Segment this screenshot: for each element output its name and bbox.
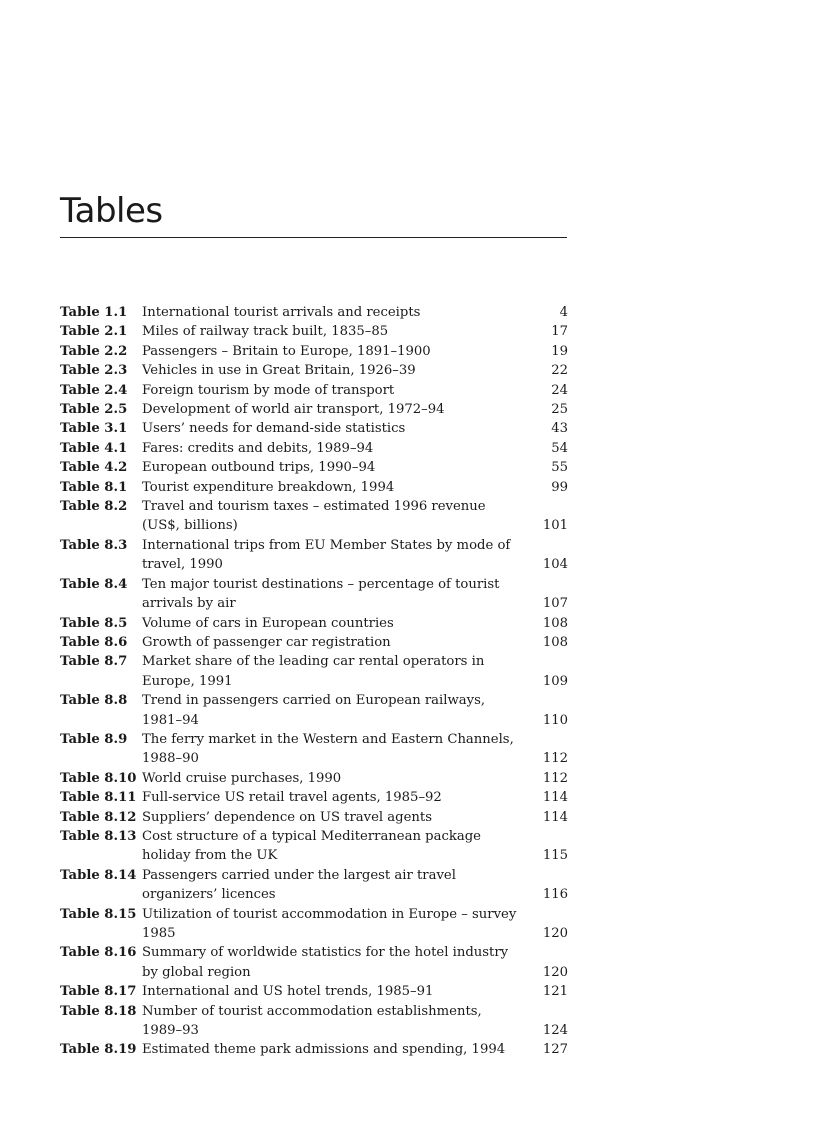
page-title: Tables	[60, 191, 163, 231]
table-entry-label: Table 1.1	[60, 305, 128, 320]
table-entry-page-number: 108	[542, 634, 568, 650]
table-entry-page-number: 115	[542, 848, 568, 864]
table-entry-page-number: 4	[559, 305, 568, 320]
table-entry	[60, 342, 568, 361]
table-entry-label: Table 3.1	[60, 421, 128, 437]
table-entry-label: Table 2.5	[60, 402, 128, 418]
table-entry-title: Suppliers’ dependence on US travel agents	[142, 809, 432, 825]
table-entry-title: Foreign tourism by mode of transport	[142, 382, 395, 398]
table-entry-label: Table 4.2	[60, 460, 128, 476]
table-entry-page-number: 121	[542, 984, 568, 1000]
table-entry-page-number: 101	[542, 518, 568, 534]
table-entry-page-number: 99	[551, 479, 568, 495]
table-entry-title: Utilization of tourist accommodation in Europe – survey 1985	[142, 906, 517, 941]
table-entry-title: Volume of cars in European countries	[142, 615, 394, 631]
table-entry-label: Table 8.13	[60, 828, 137, 844]
table-entry	[60, 322, 568, 341]
table-entry-title: International and US hotel trends, 1985–91	[142, 984, 434, 1000]
table-list	[60, 303, 568, 1060]
table-entry-title: Passengers carried under the largest air travel organizers’ licences	[142, 867, 456, 903]
table-entry	[60, 1002, 568, 1041]
table-entry-title: European outbound trips, 1990–94	[142, 460, 376, 476]
table-entry-label: Table 8.9	[60, 731, 128, 747]
table-entry-title: Passengers – Britain to Europe, 1891–1900	[142, 343, 431, 359]
table-entry-page-number: 114	[542, 790, 568, 806]
table-entry-label: Table 8.4	[60, 576, 128, 592]
table-entry-title: Fares: credits and debits, 1989–94	[142, 440, 374, 456]
table-entry-page-number: 124	[542, 1023, 568, 1039]
table-entry	[60, 730, 568, 769]
table-entry	[60, 614, 568, 633]
table-entry-title: World cruise purchases, 1990	[142, 770, 342, 786]
table-entry	[60, 866, 568, 905]
table-entry-label: Table 8.5	[60, 615, 128, 631]
table-entry-page-number: 54	[551, 440, 568, 456]
table-entry-title: Full-service US retail travel agents, 1985–92	[142, 790, 442, 806]
table-entry-label: Table 8.19	[60, 1042, 137, 1058]
table-entry	[60, 827, 568, 866]
table-entry	[60, 497, 568, 536]
table-entry-page-number: 25	[551, 402, 568, 418]
table-entry	[60, 808, 568, 827]
table-entry	[60, 633, 568, 652]
table-entry-page-number: 116	[542, 887, 568, 903]
table-entry	[60, 458, 568, 477]
table-entry-title: The ferry market in the Western and Eastern Channels, 1988–90	[142, 731, 514, 767]
table-entry-title: Number of tourist accommodation establishments, 1989–93	[142, 1003, 482, 1039]
table-entry	[60, 575, 568, 614]
table-entry-page-number: 107	[542, 596, 568, 612]
table-entry-label: Table 8.7	[60, 654, 128, 670]
table-entry-label: Table 8.16	[60, 945, 137, 961]
table-entry-page-number: 112	[542, 751, 568, 767]
table-entry	[60, 691, 568, 730]
table-entry	[60, 419, 568, 438]
table-entry-label: Table 8.11	[60, 790, 137, 806]
table-entry-page-number: 120	[542, 964, 568, 980]
table-entry-page-number: 110	[542, 712, 568, 728]
table-entry-page-number: 55	[551, 460, 568, 476]
table-entry-title: Tourist expenditure breakdown, 1994	[142, 479, 395, 495]
table-entry-label: Table 8.14	[60, 867, 137, 883]
table-entry-label: Table 8.12	[60, 809, 137, 825]
table-entry	[60, 905, 568, 944]
table-entry-page-number: 19	[551, 343, 568, 359]
table-entry-title: International trips from EU Member States by mode of travel, 1990	[142, 537, 511, 573]
table-entry-title: Market share of the leading car rental operators in Europe, 1991	[142, 654, 485, 689]
table-entry-label: Table 8.17	[60, 984, 137, 1000]
table-entry-page-number: 17	[551, 324, 568, 340]
table-entry-label: Table 8.15	[60, 906, 137, 922]
table-entry	[60, 439, 568, 458]
table-entry	[60, 769, 568, 788]
table-entry-page-number: 120	[542, 926, 568, 941]
table-entry-page-number: 109	[542, 673, 568, 689]
table-entry-page-number: 22	[551, 363, 568, 379]
table-entry-title: Ten major tourist destinations – percentage of tourist arrivals by air	[142, 576, 500, 612]
table-entry	[60, 1040, 568, 1059]
table-entry-label: Table 8.6	[60, 634, 128, 650]
table-entry-title: Vehicles in use in Great Britain, 1926–39	[142, 363, 416, 379]
table-entry	[60, 400, 568, 419]
table-entry-title: Cost structure of a typical Mediterranean package holiday from the UK	[142, 828, 481, 864]
table-entry	[60, 361, 568, 380]
table-entry	[60, 652, 568, 691]
table-entry	[60, 943, 568, 982]
table-entry-page-number: 24	[551, 382, 568, 398]
table-entry	[60, 982, 568, 1001]
table-entry	[60, 788, 568, 807]
table-entry-title: Travel and tourism taxes – estimated 1996 revenue (US$, billions)	[142, 499, 486, 534]
table-entry-page-number: 127	[542, 1042, 568, 1058]
table-entry-title: Estimated theme park admissions and spending, 1994	[142, 1042, 506, 1058]
table-entry-title: Users’ needs for demand-side statistics	[142, 421, 406, 437]
table-entry-label: Table 8.3	[60, 537, 128, 553]
table-entry-label: Table 2.4	[60, 382, 128, 398]
table-entry-page-number: 114	[542, 809, 568, 825]
table-entry-page-number: 112	[542, 770, 568, 786]
table-entry-label: Table 8.18	[60, 1003, 137, 1019]
table-entry-title: Summary of worldwide statistics for the hotel industry by global region	[142, 945, 509, 980]
table-entry-title: International tourist arrivals and receipts	[142, 305, 421, 320]
title-rule	[60, 237, 567, 238]
table-entry-label: Table 2.3	[60, 363, 128, 379]
table-entry	[60, 478, 568, 497]
table-entry-label: Table 2.1	[60, 324, 128, 340]
table-entry-label: Table 8.10	[60, 770, 137, 786]
table-entry-title: Growth of passenger car registration	[142, 634, 391, 650]
table-entry	[60, 381, 568, 400]
table-entry-label: Table 4.1	[60, 440, 128, 456]
table-entry	[60, 303, 568, 322]
table-entry-page-number: 104	[542, 557, 568, 573]
table-entry-label: Table 2.2	[60, 343, 128, 359]
table-entry-label: Table 8.2	[60, 499, 128, 515]
table-entry-page-number: 43	[551, 421, 568, 437]
table-entry-label: Table 8.1	[60, 479, 128, 495]
table-entry-title: Development of world air transport, 1972–94	[142, 402, 445, 418]
table-entry	[60, 536, 568, 575]
table-entry-title: Trend in passengers carried on European railways, 1981–94	[142, 693, 486, 728]
table-entry-page-number: 108	[542, 615, 568, 631]
table-entry-title: Miles of railway track built, 1835–85	[142, 324, 389, 340]
table-entry-label: Table 8.8	[60, 693, 128, 709]
